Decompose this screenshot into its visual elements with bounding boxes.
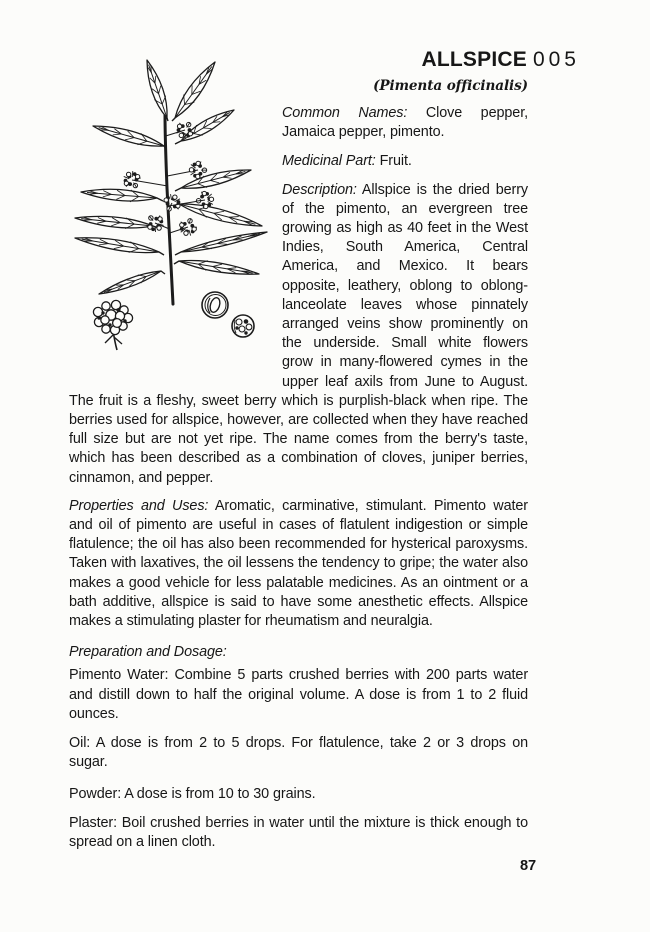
medicinal-part-text: Fruit. — [379, 153, 412, 170]
dosage-label: Plaster: — [69, 814, 117, 831]
dosage-text: A dose is from 2 to 5 drops. For flatulence, take 2 or 3 drops on sugar. — [69, 735, 529, 771]
dosage-oil — [69, 734, 528, 772]
dosage-label: Pimento Water: — [69, 667, 169, 684]
properties-label: Properties and Uses: — [69, 497, 209, 514]
description-label: Description: — [282, 181, 357, 198]
dosage-pimento-water — [69, 666, 528, 724]
allspice-plant-icon — [69, 46, 282, 388]
medicinal-part-label: Medicinal Part: — [282, 153, 376, 170]
herb-name: ALLSPICE — [421, 48, 527, 71]
dosage-text: A dose is from 10 to 30 grains. — [124, 785, 316, 802]
dosage-text: Combine 5 parts crushed berries with 200 parts water and distill down to half the original volume. A dose is from 1 to 2 fluid ounces. — [69, 667, 529, 722]
dosage-plaster — [69, 814, 528, 852]
dosage-label: Oil: — [69, 735, 91, 752]
description-text: Allspice is the dried berry of the pimento, an evergreen tree growing as high as 40 feet in the West Indies, South America, Central America, and Mexico. It bears opposite, leathery, oblong to oblong-lanceolate leaves whose pinnately arranged veins show prominently on the underside. Small white flowers grow in many-flowered cymes in the upper leaf axils from June to August. The fruit is a fleshy, sweet berry which is purplish-black when ripe. The berries used for allspice, however, are collected when they have reached full size but are not yet ripe. The name comes from the berry's taste, which has been described as a combination of cloves, juniper berries, cinnamon, and pepper. — [69, 181, 528, 486]
latin-name: (Pimenta officinalis) — [373, 78, 528, 94]
dosage-label: Powder: — [69, 785, 122, 802]
page-number: 87 — [519, 858, 536, 875]
common-names-label: Common Names: — [282, 105, 408, 121]
dosage-powder — [69, 785, 528, 804]
dosage-text: Boil crushed berries in water until the mixture is thick enough to spread on a linen cloth. — [69, 814, 528, 850]
properties-text: Aromatic, carminative, stimulant. Pimento water and oil of pimento are useful in cases of flatulent indigestion or simple flatulence; the oil has also been recommended for hysterical paroxysms. Taken with laxatives, the oil lessens the tendency to gripe; the water also makes a good vehicle for less palatable medicines. As an ointment or a bath additive, allspice is said to have some anesthetic effects. Allspice makes a stimulating plaster for rheumatism and neuralgia. — [69, 497, 528, 630]
allspice-botanical-illustration — [69, 46, 282, 388]
preparation-heading: Preparation and Dosage: — [69, 644, 227, 661]
herb-number: 005 — [532, 48, 580, 71]
common-names-text: Clove pepper, Jamaica pepper, pimento. — [282, 105, 528, 141]
properties-paragraph — [69, 497, 528, 631]
